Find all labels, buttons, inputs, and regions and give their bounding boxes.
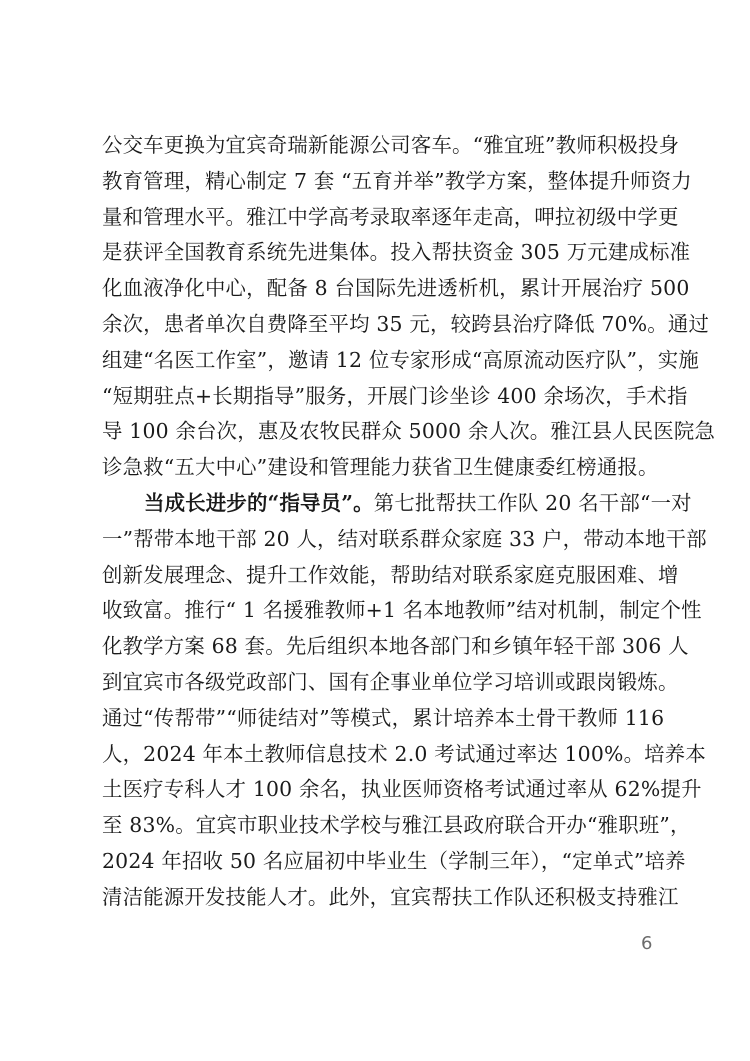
text-line: 导 100 余台次，惠及农牧民群众 5000 余人次。雅江县人民医院急 <box>102 419 716 444</box>
paragraph-2 <box>102 486 707 916</box>
paragraph-heading: 当成长进步的“指导员”。 <box>144 490 374 515</box>
text-line: 一”帮带本地干部 20 人，结对联系群众家庭 33 户，带动本地干部 <box>102 526 707 551</box>
paragraph-1 <box>102 128 716 486</box>
page-number: 6 <box>641 933 653 954</box>
text-run: 第七批帮扶工作队 20 名干部“一对 <box>373 490 692 515</box>
text-line: 土医疗专科人才 100 余名，执业医师资格考试通过率从 62%提升 <box>102 777 702 802</box>
text-line: 至 83%。宜宾市职业技术学校与雅江县政府联合开办“雅职班”， <box>102 813 691 838</box>
text-line: 诊急救“五大中心”建设和管理能力获省卫生健康委红榜通报。 <box>102 455 659 480</box>
text-line: 收致富。推行“ 1 名援雅教师+1 名本地教师”结对机制，制定个性 <box>102 598 702 623</box>
text-line: 公交车更换为宜宾奇瑞新能源公司客车。“雅宜班”教师积极投身 <box>102 133 680 157</box>
text-line: 清洁能源开发技能人才。此外，宜宾帮扶工作队还积极支持雅江 <box>102 884 679 909</box>
text-line: 2024 年招收 50 名应届初中毕业生（学制三年），“定单式”培养 <box>102 848 686 873</box>
text-line: 人，2024 年本土教师信息技术 2.0 考试通过率达 100%。培养本 <box>102 741 706 766</box>
text-line: 化教学方案 68 套。先后组织本地各部门和乡镇年轻干部 306 人 <box>102 634 689 659</box>
text-line: 组建“名医工作室”，邀请 12 位专家形成“高原流动医疗队”，实施 <box>102 347 699 372</box>
text-line: 到宜宾市各级党政部门、国有企事业单位学习培训或跟岗锻炼。 <box>102 669 679 694</box>
text-line: 通过“传帮带”“师徒结对”等模式，累计培养本土骨干教师 116 <box>102 705 665 730</box>
text-line: 创新发展理念、提升工作效能，帮助结对联系家庭克服困难、增 <box>102 562 679 587</box>
text-line: 余次，患者单次自费降至平均 35 元，较跨县治疗降低 70%。通过 <box>102 311 710 336</box>
text-line: 化血液净化中心，配备 8 台国际先进透析机，累计开展治疗 500 <box>102 276 690 301</box>
text-line: 量和管理水平。雅江中学高考录取率逐年走高，呷拉初级中学更 <box>102 204 679 229</box>
text-line: 是获评全国教育系统先进集体。投入帮扶资金 305 万元建成标准 <box>102 240 691 265</box>
text-line: “短期驻点+长期指导”服务，开展门诊坐诊 400 余场次，手术指 <box>102 383 688 408</box>
text-line: 教育管理，精心制定 7 套 “五育并举”教学方案，整体提升师资力 <box>102 168 692 193</box>
paragraph-first-line <box>102 486 692 522</box>
body-text <box>102 128 716 916</box>
